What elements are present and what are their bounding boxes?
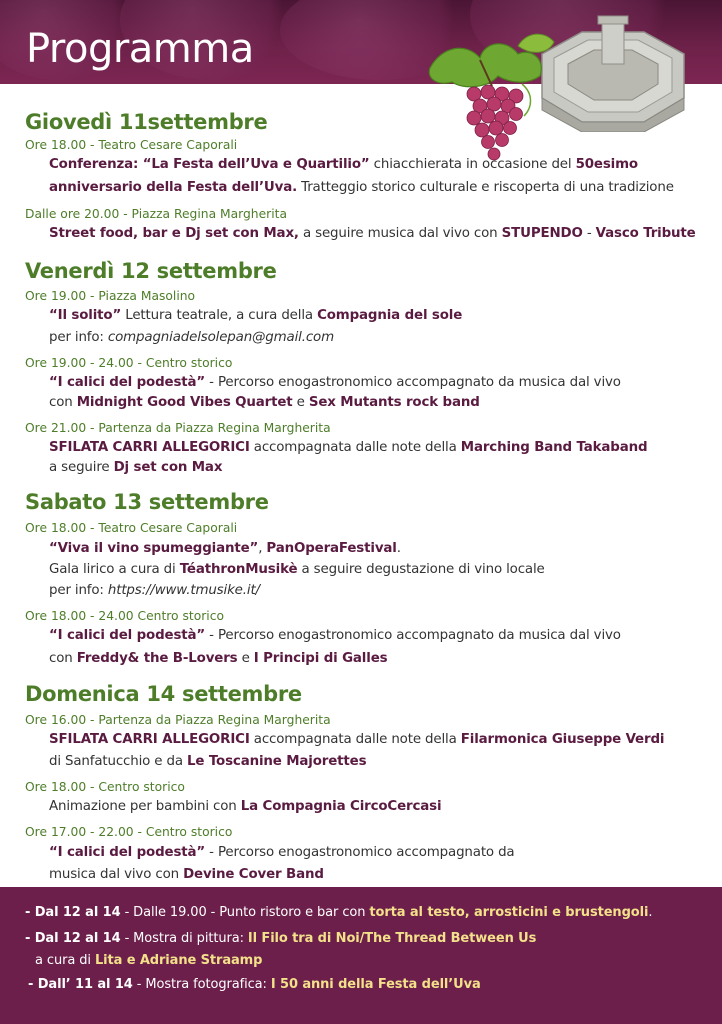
footer-band	[0, 887, 722, 1024]
highlight-text: Street food, bar e Dj set con Max,	[49, 226, 299, 241]
highlight-text: Freddy& the B-Lovers	[76, 651, 238, 666]
body-text: a seguire musica dal vivo con	[298, 226, 502, 241]
highlight-text: TéathronMusikè	[179, 562, 298, 577]
highlight-text: Devine Cover Band	[183, 867, 324, 882]
footer-item-line	[35, 953, 262, 968]
highlight-text: STUPENDO	[501, 226, 583, 241]
body-text: e	[292, 395, 309, 410]
event-time-location: Ore 17.00 - 22.00 - Centro storico	[25, 825, 233, 839]
event-description-line	[49, 754, 366, 769]
body-text: per info:	[49, 583, 108, 598]
footer-text: .	[648, 905, 653, 920]
footer-highlight: torta al testo, arrosticini e brustengoli	[369, 905, 649, 920]
event-description-line	[49, 157, 638, 172]
footer-text: - Mostra fotografica:	[132, 977, 271, 992]
body-text: - Percorso enogastronomico accompagnato da	[205, 845, 515, 860]
highlight-text: “La Festa dell’Uva e Quartilio”	[142, 157, 370, 172]
event-description-line	[49, 395, 480, 410]
highlight-text: Marching Band Takaband	[460, 440, 648, 455]
body-text: Gala lirico a cura di	[49, 562, 180, 577]
event-time-location: Dalle ore 20.00 - Piazza Regina Margherita	[25, 207, 287, 221]
day-heading: Venerdì 12 settembre	[25, 259, 277, 283]
body-text: Lettura teatrale, a cura della	[121, 308, 318, 323]
highlight-text: I Principi di Galles	[253, 651, 388, 666]
body-text: di Sanfatucchio e da	[49, 754, 188, 769]
event-description-line	[49, 440, 647, 455]
day-heading: Giovedì 11settembre	[25, 110, 268, 134]
day-heading: Domenica 14 settembre	[25, 682, 302, 706]
event-description-line	[49, 799, 441, 814]
highlight-text: Dj set con Max	[113, 460, 223, 475]
event-description-line	[49, 628, 621, 643]
footer-highlight: Il Filo tra di Noi/The Thread Between Us	[247, 931, 537, 946]
event-time-location: Ore 18.00 - 24.00 Centro storico	[25, 609, 225, 623]
highlight-text: “I calici del podestà”	[49, 375, 206, 390]
event-description-line	[49, 541, 401, 556]
body-text: - Percorso enogastronomico accompagnato da musica dal vivo	[205, 628, 621, 643]
body-text: con	[49, 651, 77, 666]
body-text: e	[237, 651, 254, 666]
event-description-line	[49, 180, 674, 195]
body-text: accompagnata dalle note della	[249, 732, 461, 747]
highlight-text: SFILATA CARRI ALLEGORICI	[49, 732, 250, 747]
highlight-text: La Compagnia CircoCercasi	[240, 799, 442, 814]
body-text: per info:	[49, 330, 108, 345]
highlight-text: Le Toscanine Majorettes	[187, 754, 367, 769]
body-text: -	[582, 226, 596, 241]
footer-highlight: I 50 anni della Festa dell’Uva	[270, 977, 481, 992]
event-description-line	[49, 226, 696, 241]
event-description-line	[49, 308, 462, 323]
event-time-location: Ore 21.00 - Partenza da Piazza Regina Margherita	[25, 421, 331, 435]
footer-date-range: - Dal 12 al 14	[25, 905, 121, 920]
footer-text: - Dalle 19.00 - Punto ristoro e bar con	[120, 905, 370, 920]
body-text: - Percorso enogastronomico accompagnato da musica dal vivo	[205, 375, 621, 390]
grape-bunch-icon	[422, 24, 562, 166]
highlight-text: Vasco Tribute	[595, 226, 696, 241]
event-description-line	[49, 732, 664, 747]
event-time-location: Ore 19.00 - Piazza Masolino	[25, 289, 196, 303]
body-text: .	[396, 541, 401, 556]
body-text: a seguire	[49, 460, 114, 475]
footer-item-line	[28, 977, 481, 992]
footer-text: a cura di	[35, 953, 95, 968]
body-text: accompagnata dalle note della	[249, 440, 461, 455]
footer-item-line	[25, 931, 536, 946]
event-description-line	[49, 651, 387, 666]
footer-date-range: - Dall’ 11 al 14	[28, 977, 133, 992]
event-description-line	[49, 583, 260, 598]
event-description-line	[49, 867, 324, 882]
day-heading: Sabato 13 settembre	[25, 490, 269, 514]
highlight-text: “Il solito”	[49, 308, 122, 323]
page-title: Programma	[26, 26, 254, 72]
body-text: chiacchierata in occasione del	[369, 157, 576, 172]
highlight-text: “Viva il vino spumeggiante”	[49, 541, 259, 556]
highlight-text: SFILATA CARRI ALLEGORICI	[49, 440, 250, 455]
body-text: ,	[258, 541, 267, 556]
highlight-text: Midnight Good Vibes Quartet	[76, 395, 293, 410]
highlight-text: PanOperaFestival	[266, 541, 397, 556]
footer-item-line	[25, 905, 652, 920]
event-description-line	[49, 562, 545, 577]
event-description-line	[49, 375, 621, 390]
footer-highlight: Lita e Adriane Straamp	[94, 953, 263, 968]
highlight-text: “I calici del podestà”	[49, 845, 206, 860]
footer-date-range: - Dal 12 al 14	[25, 931, 121, 946]
highlight-text: 50esimo	[575, 157, 638, 172]
contact-info: compagniadelsolepan@gmail.com	[107, 330, 334, 345]
body-text: Animazione per bambini con	[49, 799, 241, 814]
event-time-location: Ore 18.00 - Teatro Cesare Caporali	[25, 521, 238, 535]
highlight-text: Sex Mutants rock band	[308, 395, 480, 410]
body-text: a seguire degustazione di vino locale	[297, 562, 545, 577]
highlight-text: Conferenza:	[49, 157, 143, 172]
event-time-location: Ore 19.00 - 24.00 - Centro storico	[25, 356, 233, 370]
footer-text: - Mostra di pittura:	[120, 931, 248, 946]
contact-info: https://www.tmusike.it/	[107, 583, 260, 598]
body-text: con	[49, 395, 77, 410]
event-time-location: Ore 18.00 - Centro storico	[25, 780, 185, 794]
event-time-location: Ore 16.00 - Partenza da Piazza Regina Margherita	[25, 713, 331, 727]
body-text: Tratteggio storico culturale e riscoperta di una tradizione	[297, 180, 674, 195]
highlight-text: “I calici del podestà”	[49, 628, 206, 643]
highlight-text: Compagnia del sole	[317, 308, 463, 323]
event-time-location: Ore 18.00 - Teatro Cesare Caporali	[25, 138, 238, 152]
highlight-text: anniversario della Festa dell’Uva.	[49, 180, 298, 195]
body-text: musica dal vivo con	[49, 867, 184, 882]
event-description-line	[49, 330, 334, 345]
event-description-line	[49, 845, 515, 860]
event-description-line	[49, 460, 222, 475]
highlight-text: Filarmonica Giuseppe Verdi	[460, 732, 665, 747]
